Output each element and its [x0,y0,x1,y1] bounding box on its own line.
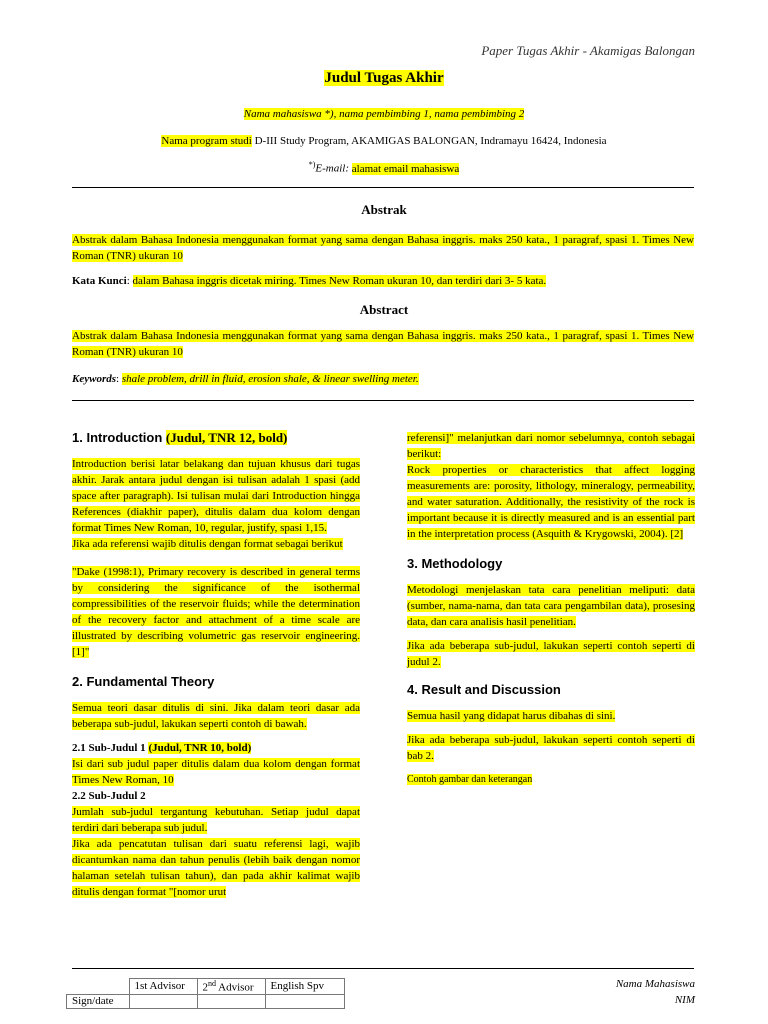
student-name: Nama Mahasiswa [615,978,695,990]
theory-paragraph-text: Semua teori dasar ditulis di sini. Jika dalam teori dasar ada beberapa sub-judul, lakukan seperti contoh di bawah. [72,702,360,730]
kata-kunci-text: dalam Bahasa inggris dicetak miring. Times New Roman ukuran 10, dan terdiri dari 3- 5 kata. [132,275,547,287]
second-advisor-sign[interactable] [197,994,265,1008]
keywords-label: Keywords [72,373,116,385]
english-spv-cell: English Spv [265,979,344,995]
left-column [72,430,360,908]
affiliation-text: D-III Study Program, AKAMIGAS BALONGAN, Indramayu 16424, Indonesia [251,135,607,147]
intro-paragraph-1-text: Introduction berisi latar belakang dan tujuan khusus dari tugas akhir. Jarak antara judul dengan isi tulisan adalah 1 spasi (add space after paragraph). Isi tulisan mulai dari Introduction hingga References (diakhir paper), ditulis dalam dua kolom dengan format Times New Roman, 10, regular, justify, spasi 1,15. [72,458,360,534]
abstrak-text-block [72,232,694,264]
continued-paragraph [407,430,695,462]
result-paragraph-1 [407,708,695,724]
signature-corner-cell [67,979,130,995]
introduction-heading-note: (Judul, TNR 12, bold) [165,430,288,445]
first-advisor-cell: 1st Advisor [129,979,197,995]
result-paragraph-1-text: Semua hasil yang didapat harus dibahas di sini. [407,710,616,722]
intro-paragraph-2 [72,536,360,552]
footer-divider [72,968,694,969]
header-note: Paper Tugas Akhir - Akamigas Balongan [481,43,695,58]
theory-paragraph [72,700,360,732]
methodology-paragraph-1-text: Metodologi menjelaskan tata cara penelitian meliputi: data (sumber, nama-nama, dan tata cara pengambilan data), prosesing data, dan cara analisis hasil penelitian. [407,584,695,628]
continued-paragraph-text: referensi]" melanjutkan dari nomor sebelumnya, contoh sebagai berikut: [407,432,695,460]
intro-paragraph-1 [72,456,360,536]
quote-text: "Dake (1998:1), Primary recovery is described in general terms by considering the significance of the isothermal compressibilities of the reservoir fluids; while the determination of the recovery factor and attachment of a time scale are illustrated by describing volumetric gas reservoir engineering. [1]" [72,566,360,658]
intro-paragraph-2-text: Jika ada referensi wajib ditulis dengan format sebagai berikut [72,538,343,550]
second-advisor-text: Advisor [216,981,254,994]
email-label: E-mail: [315,162,349,175]
figure-caption-note-text: Contoh gambar dan keterangan [407,774,533,785]
sign-date-label: Sign/date [67,994,130,1008]
sub2-paragraph-1-text: Jumlah sub-judul tergantung kebutuhan. Setiap judul dapat terdiri dari beberapa sub judul. [72,806,360,834]
student-id: NIM [674,994,695,1006]
abstract-text: Abstrak dalam Bahasa Indonesia menggunakan format yang sama dengan Bahasa inggris. maks 250 kata., 1 paragraf, spasi 1. Times New Roman (TNR) ukuran 10 [72,330,694,358]
result-discussion-heading: 4. Result and Discussion [407,682,561,697]
top-divider [72,187,694,188]
signature-row [67,994,345,1008]
affiliation-label: Nama program studi [161,135,252,147]
fundamental-theory-heading: 2. Fundamental Theory [72,674,215,689]
email-value: alamat email mahasiswa [351,162,460,175]
keywords-text: shale problem, drill in fluid, erosion shale, & linear swelling meter. [121,373,419,385]
paper-title [0,70,768,87]
quote-paragraph [72,564,360,660]
affiliation-line [0,135,768,147]
sub1-paragraph-text: Isi dari sub judul paper ditulis dalam dua kolom dengan format Times New Roman, 10 [72,758,360,786]
introduction-heading [72,430,360,446]
keywords-line: Keywords: shale problem, drill in fluid, erosion shale, & linear swelling meter. [72,373,419,385]
signature-header-row [67,979,345,995]
methodology-paragraph-2-text: Jika ada beberapa sub-judul, lakukan seperti contoh seperti di judul 2. [407,640,695,668]
sub1-paragraph [72,756,360,788]
abstrak-heading: Abstrak [361,202,407,217]
second-advisor-cell [197,979,265,995]
abstrak-text: Abstrak dalam Bahasa Indonesia menggunakan format yang sama dengan Bahasa inggris. maks 250 kata., 1 paragraf, spasi 1. Times New Roman (TNR) ukuran 10 [72,234,694,262]
result-paragraph-2-text: Jika ada beberapa sub-judul, lakukan seperti contoh seperti di bab 2. [407,734,695,762]
sub2-paragraph-2-text: Jika ada pencatutan tulisan dari suatu referensi lagi, wajib dicantumkan nama dan tahun penulis (lebih baik dengan nomor halaman setelah tulisan tahun), dan pada akhir kalimat wajib ditulis dengan format "[nomor urut [72,838,360,898]
sub2-paragraph-2 [72,836,360,900]
second-advisor-num: 2 [202,981,208,994]
kata-kunci-label: Kata Kunci [72,275,127,287]
second-advisor-sup: nd [208,979,216,988]
subheading-2-1-note: (Judul, TNR 10, bold) [148,742,252,754]
figure-caption-note [407,772,695,788]
subheading-2-2: 2.2 Sub-Judul 2 [72,790,146,802]
methodology-paragraph-2 [407,638,695,670]
right-column [407,430,695,796]
email-line [0,160,768,175]
authors-text: Nama mahasiswa *), nama pembimbing 1, nama pembimbing 2 [243,108,525,120]
abstract-text-block [72,328,694,360]
first-advisor-sign[interactable] [129,994,197,1008]
rock-properties-paragraph [407,462,695,542]
subheading-2-1 [72,740,360,756]
methodology-paragraph-1 [407,582,695,630]
email-mark: *) [308,160,316,169]
abstract-heading: Abstract [359,302,409,317]
rock-properties-text: Rock properties or characteristics that affect logging measurements are: porosity, lithology, mineralogy, permeability, and water saturation. Additionally, the resistivity of the rock is important because it is directly measured and is an essential part in the interpretation process (Asquith & Krygowski, 2004). [2] [407,464,695,540]
abstract-divider [72,400,694,401]
paper-title-text: Judul Tugas Akhir [324,70,444,86]
introduction-heading-text: 1. Introduction [72,430,166,445]
sub2-paragraph-1 [72,804,360,836]
methodology-heading: 3. Methodology [407,556,503,571]
authors-line [0,108,768,120]
english-spv-sign[interactable] [265,994,344,1008]
signature-table [66,978,345,1009]
kata-kunci-line: Kata Kunci: dalam Bahasa inggris dicetak miring. Times New Roman ukuran 10, dan terdiri dari 3- 5 kata. [72,275,547,287]
result-paragraph-2 [407,732,695,764]
subheading-2-1-text: 2.1 Sub-Judul 1 [72,742,149,754]
